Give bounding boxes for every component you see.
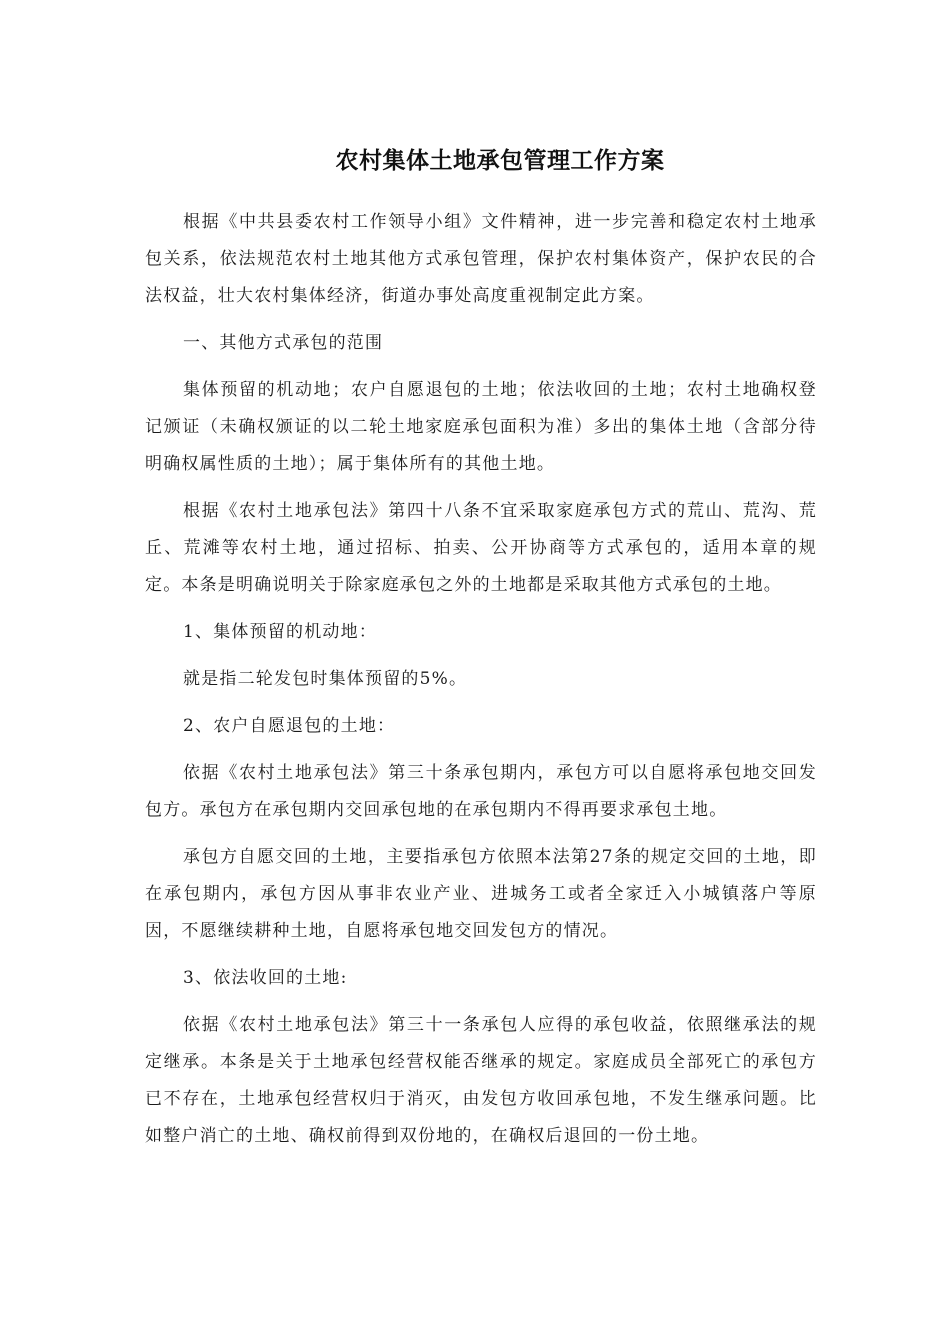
item-heading-reserved-land: 1、集体预留的机动地： <box>183 622 378 642</box>
paragraph-reserved-land: 就是指二轮发包时集体预留的5%。 <box>183 669 468 689</box>
item-heading-reclaimed-land: 3、依法收回的土地: <box>183 968 348 988</box>
section-heading-scope: 一、其他方式承包的范围 <box>183 333 384 353</box>
paragraph-scope-list: 集体预留的机动地；农户自愿退包的土地；依法收回的土地；农村土地确权登记颁证（未确权颁证的以二轮土地家庭承包面积为准）多出的集体土地（含部分待明确权属性质的土地）；属于集体所有的其他土地。 <box>145 380 817 474</box>
paragraph-intro: 根据《中共县委农村工作领导小组》文件精神，进一步完善和稳定农村土地承包关系，依法规范农村土地其他方式承包管理，保护农村集体资产，保护农民的合法权益，壮大农村集体经济，街道办事处高度重视制定此方案。 <box>145 212 817 306</box>
document-body <box>145 204 817 1165</box>
paragraph-article-30: 依据《农村土地承包法》第三十条承包期内，承包方可以自愿将承包地交回发包方。承包方在承包期内交回承包地的在承包期内不得再要求承包土地。 <box>145 763 817 820</box>
paragraph-article-48: 根据《农村土地承包法》第四十八条不宜采取家庭承包方式的荒山、荒沟、荒丘、荒滩等农村土地，通过招标、拍卖、公开协商等方式承包的，适用本章的规定。本条是明确说明关于除家庭承包之外的土地都是采取其他方式承包的土地。 <box>145 501 817 595</box>
paragraph-voluntary-return-detail: 承包方自愿交回的土地，主要指承包方依照本法第27条的规定交回的土地，即在承包期内，承包方因从事非农业产业、进城务工或者全家迁入小城镇落户等原因，不愿继续耕种土地，自愿将承包地交回发包方的情况。 <box>145 847 817 941</box>
document-title: 农村集体土地承包管理工作方案 <box>335 148 665 174</box>
paragraph-article-31: 依据《农村土地承包法》第三十一条承包人应得的承包收益，依照继承法的规定继承。本条是关于土地承包经营权能否继承的规定。家庭成员全部死亡的承包方已不存在，土地承包经营权归于消灭，由发包方收回承包地，不发生继承问题。比如整户消亡的土地、确权前得到双份地的，在确权后退回的一份土地。 <box>145 1015 817 1146</box>
item-heading-voluntary-return: 2、农户自愿退包的土地： <box>183 716 396 736</box>
